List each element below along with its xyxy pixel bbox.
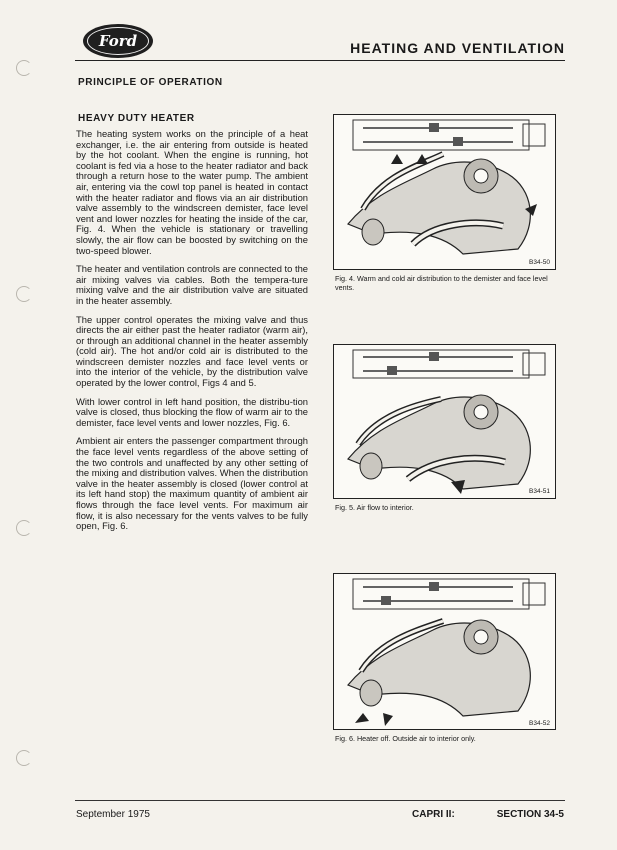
figure-4 [333,114,556,292]
footer-model: CAPRI II: [412,809,455,820]
page-title: HEATING AND VENTILATION [350,40,565,56]
figure-caption: Fig. 5. Air flow to interior. [335,503,414,512]
figure-id: B34-52 [529,720,550,727]
figure-id: B34-50 [529,259,550,266]
body-text [76,129,308,540]
footer-divider [75,800,565,801]
figure-5 [333,344,556,512]
header-divider [75,60,565,61]
footer-date: September 1975 [76,809,150,820]
ford-logo [83,24,153,58]
heater-diagram-interior-flow [333,344,556,499]
paragraph: The heater and ventilation controls are connected to the air mixing valves via cables. Both the tempera-ture mixing valve and the air distribution valve are situated in the heater assembly. [76,263,308,306]
figure-6 [333,573,556,743]
figure-id: B34-51 [529,488,550,495]
paragraph: The upper control operates the mixing valve and thus directs the air either past the heater radiator (warm air), or through an additional channel in the heater assembly (cold air). The hot and/or cold air is distributed to the windscreen demister nozzles and face level vents or into the interior of the vehicle, by the distribution valve operated by the lower control, Figs 4 and 5. [76,313,308,389]
figure-caption: Fig. 6. Heater off. Outside air to interior only. [335,734,476,743]
heater-diagram-heater-off [333,573,556,730]
paragraph: With lower control in left hand position, the distribu-tion valve is closed, thus blocking the flow of warm air to the demister, face level vents and lower nozzles, Fig. 6. [76,395,308,428]
heater-diagram-warm-cold [333,114,556,270]
footer-section: SECTION 34-5 [496,809,564,820]
paragraph: Ambient air enters the passenger compartment through the face level vents regardless of the above setting of the two controls and unaffected by any other setting of the mixing and distribution valves. When the distribution valve in the heater assembly is closed (lower control at its left hand stop) the maximum quantity of ambient air flows through the face level vents. For maximum air flow, it is also necessary for the vents valves to be fully open, Fig. 6. [76,435,308,532]
paragraph: The heating system works on the principle of a heat exchanger, i.e. the air entering from outside is heated by the hot coolant. When the engine is running, hot coolant is fed via a hose to the heater radiator and back through a return hose to the water pump. The ambient air, entering via the cowl top panel is heated in contact with the heater radiator and flows via an air distribution valve assembly to the windscreen demister, face level vent and lower nozzles for heating the inside of the car, Fig. 4. When the vehicle is stationary or travelling slowly, the air flow can be boosted by switching on the two-speed blower. [76,128,308,256]
figure-caption: Fig. 4. Warm and cold air distribution to the demister and face level vents. [335,274,548,292]
ford-logo-text: Ford [87,27,149,55]
section-heading: PRINCIPLE OF OPERATION [78,77,223,88]
sub-heading: HEAVY DUTY HEATER [78,113,195,124]
